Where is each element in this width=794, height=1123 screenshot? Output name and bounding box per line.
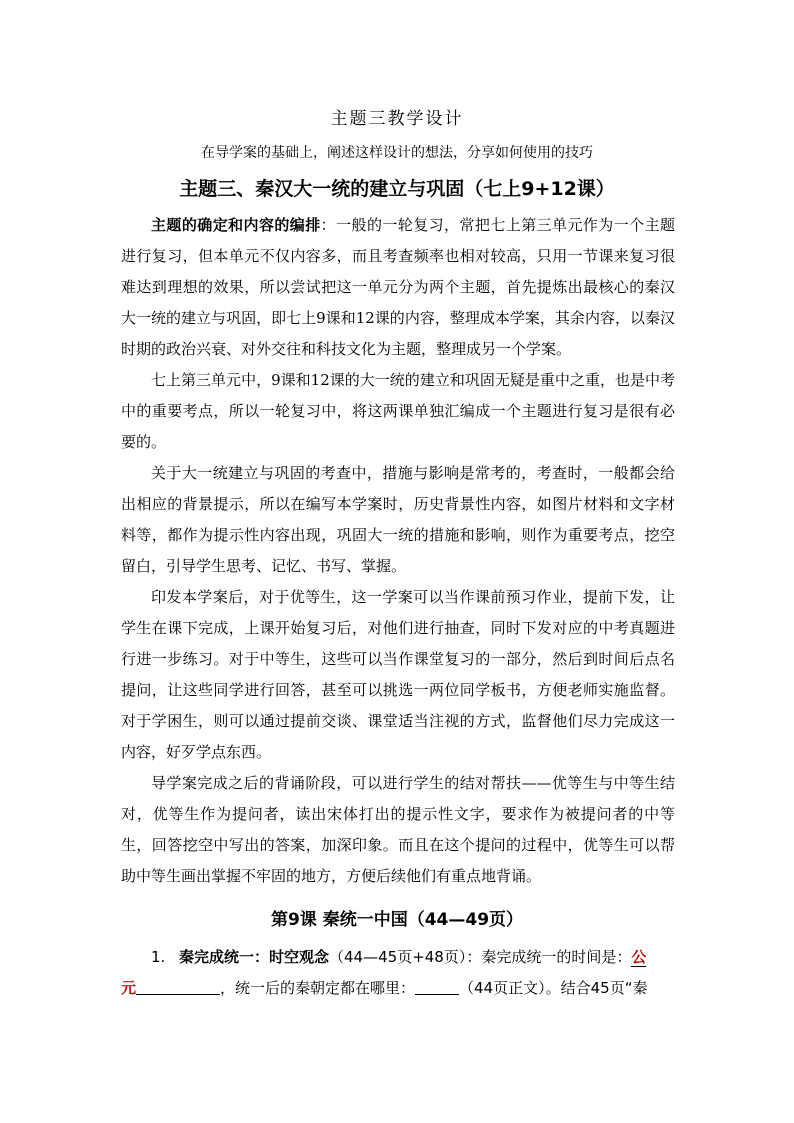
answer-blank[interactable]: [136, 978, 220, 995]
paragraph-exam-focus: 关于大一统建立与巩固的考查中，措施与影响是常考的，考查时，一般都会给出相应的背景提示，所以在编写本学案时，历史背景性内容，如图片材料和文字材料等，都作为提示性内容出现，巩固大一统的措施和影响，则作为重要考点，挖空留白，引导学生思考、记忆、书写、掌握。: [121, 464, 675, 575]
answer-blank[interactable]: [415, 978, 459, 995]
exercise-line-2: [121, 973, 681, 1004]
paragraph-text: ：一般的一轮复习，常把七上第三单元作为一个主题进行复习，但本单元不仅内容多，而且考查频率也相对较高，只用一节课来复习很难达到理想的效果，所以尝试把这一单元分为两个主题，首先提炼出最核心的秦汉大一统的建立与巩固，即七上9课和12课的内容，整理成本学案，其余内容，以秦汉时期的政治兴衰、对外交往和科技文化为主题，整理成另一个学案。: [121, 216, 675, 358]
paragraph-importance: 七上第三单元中，9课和12课的大一统的建立和巩固无疑是重中之重，也是中考中的重要考点，所以一轮复习中，将这两课单独汇编成一个主题进行复习是很有必要的。: [121, 371, 675, 451]
exercise-item: [121, 942, 681, 1004]
exercise-number: 1.: [151, 948, 166, 966]
paragraph-lead: 主题的确定和内容的编排: [151, 216, 321, 234]
exercise-question-c: （44页正文）。结合45页“秦: [459, 979, 648, 997]
exercise-pages: （44—45页+48页）: [329, 948, 467, 966]
exercise-line-1: [121, 942, 681, 973]
theme-heading: 主题三、秦汉大一统的建立与巩固（七上9+12课）: [179, 178, 615, 200]
paragraph-pair-recitation: 导学案完成之后的背诵阶段，可以进行学生的结对帮扶——优等生与中等生结对，优等生作为提问者，读出宋体打出的提示性文字，要求作为被提问者的中等生，回答挖空中写出的答案，加深印象。而且在这个提问的过程中，优等生可以帮助中等生画出掌握不牢固的地方，方便后续他们有重点地背诵。: [121, 774, 675, 885]
design-explanation: [121, 210, 675, 892]
document-subtitle: 在导学案的基础上，阐述这样设计的想法，分享如何使用的技巧: [201, 145, 593, 161]
exercise-question-a: ：秦完成统一的时间是：: [466, 948, 632, 966]
exercise-heading: 秦完成统一：时空观念: [179, 948, 330, 966]
paragraph-usage-by-level: 印发本学案后，对于优等生，这一学案可以当作课前预习作业，提前下发，让学生在课下完成，上课开始复习后，对他们进行抽查，同时下发对应的中考真题进行进一步练习。对于中等生，这些可以当作课堂复习的一部分，然后到时间后点名提问，让这些同学进行回答，甚至可以挑选一两位同学板书，方便老师实施监督。对于学困生，则可以通过提前交谈、课堂适当注视的方式，监督他们尽力完成这一内容，好歹学点东西。: [121, 588, 675, 761]
document-title: 主题三教学设计: [330, 109, 464, 129]
answer-text: 公: [631, 948, 647, 966]
paragraph-topic-arrangement: [121, 210, 675, 365]
exercise-question-b: ，统一后的秦朝定都在哪里：: [220, 979, 416, 997]
answer-text: 元: [121, 979, 137, 997]
lesson-heading: 第9课 秦统一中国（44—49页）: [270, 910, 524, 930]
